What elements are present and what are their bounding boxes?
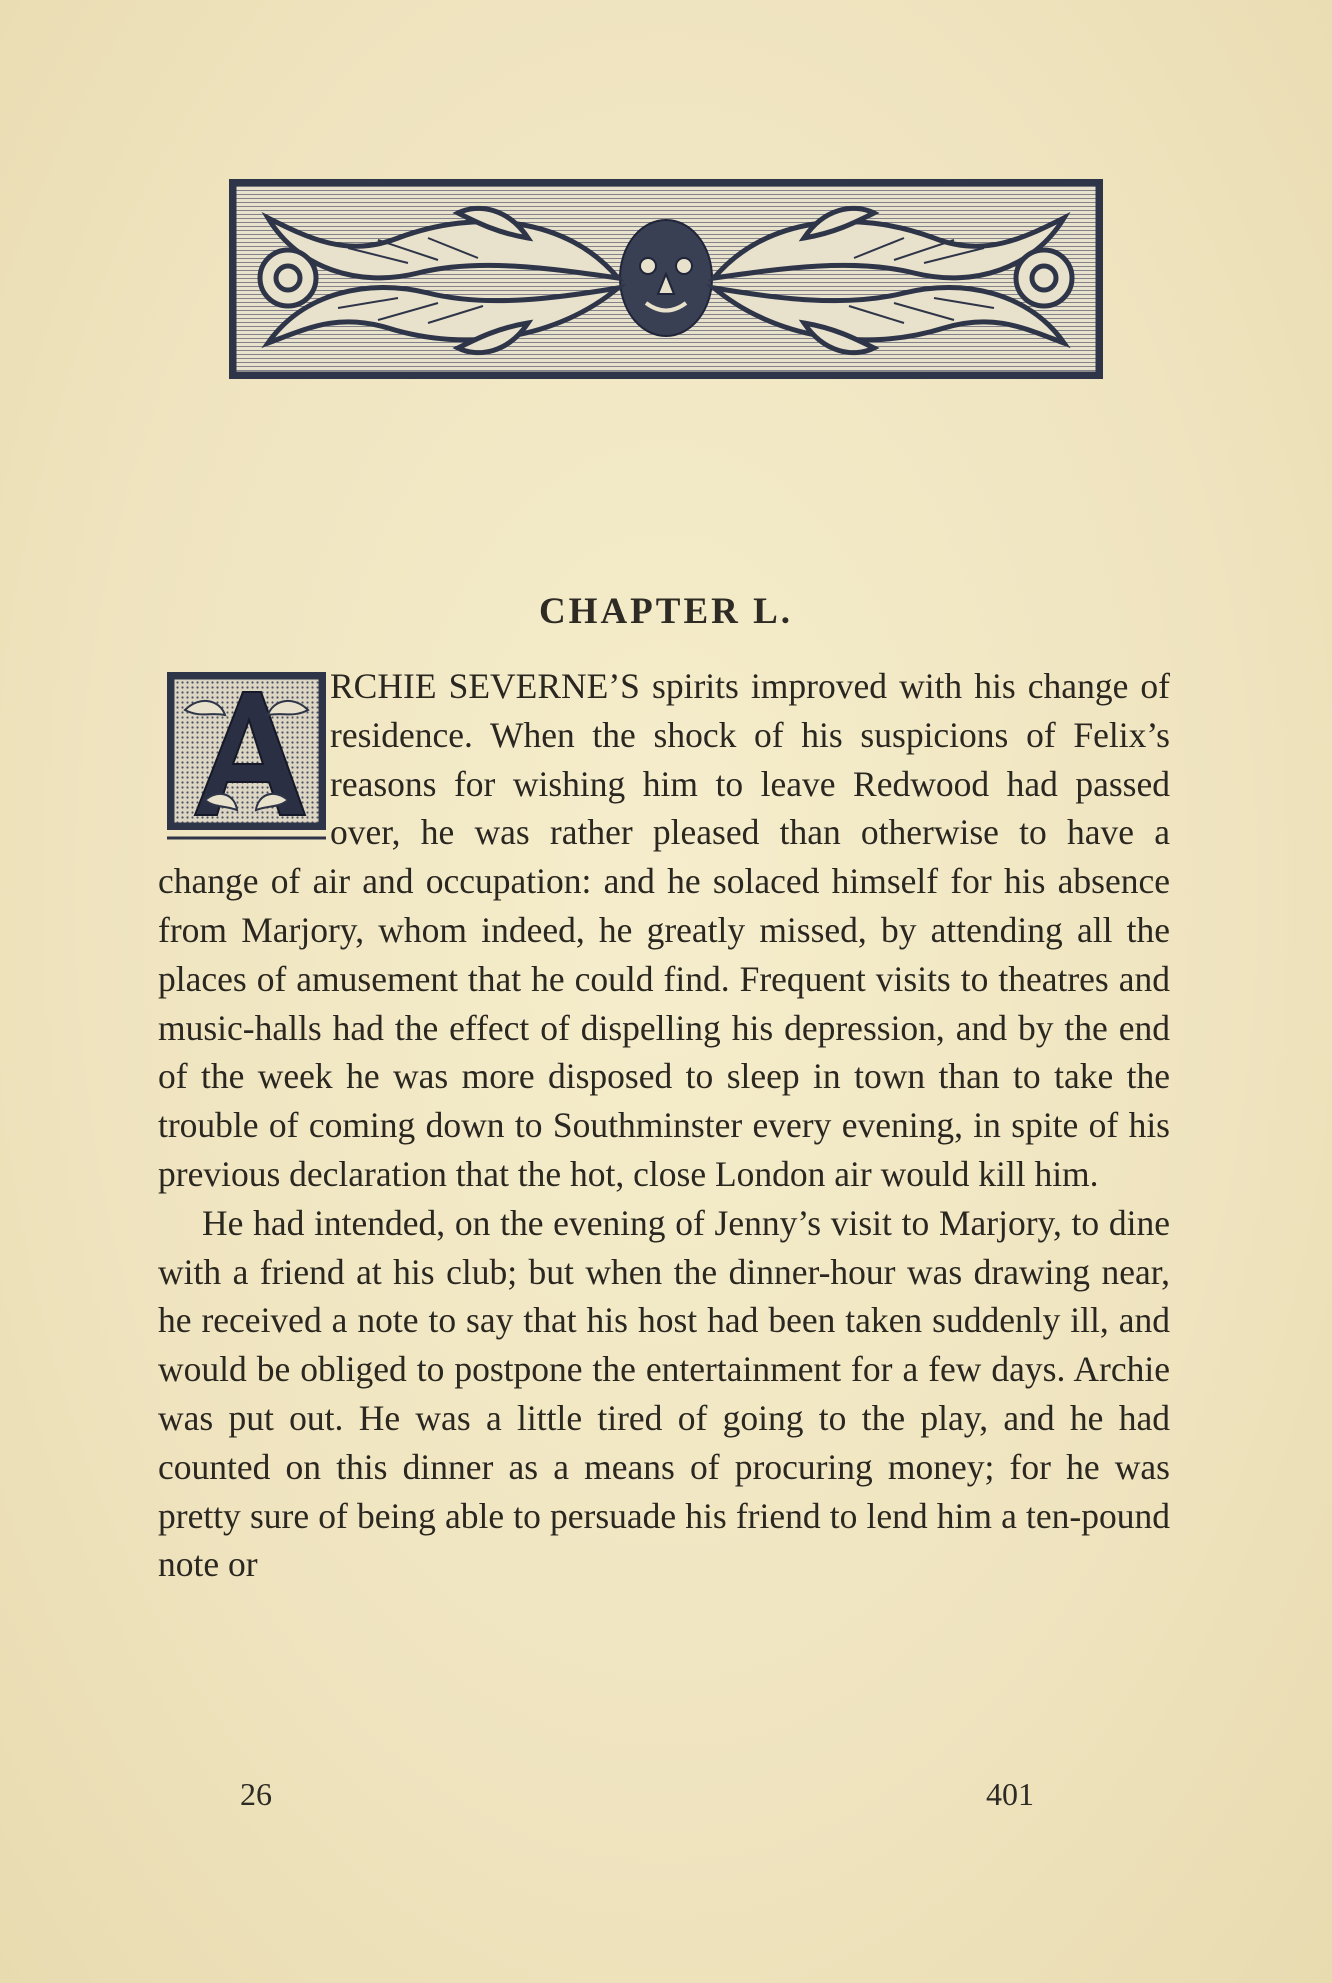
headpiece-ornament-icon (228, 178, 1104, 380)
body-text (158, 662, 1170, 1589)
chapter-title: CHAPTER L. (538, 590, 794, 632)
signature-mark: 26 (240, 1776, 272, 1812)
page-number: 401 (986, 1776, 1034, 1812)
paragraph-1: RCHIE SEVERNE’S spirits improved with his change of residence. When the shock of his suspicions of Felix’s reasons for wishing him to leave Redwood had passed over, he was rather pleased than otherwise to have a change of air and occupation: and he solaced himself for his absence from Marjory, whom indeed, he greatly missed, by attending all the places of amusement that he could find. Frequent visits to theatres and music-halls had the effect of dispelling his depression, and by the end of the week he was more disposed to sleep in town than to take the trouble of coming down to Southminster every evening, in spite of his previous declaration that the hot, close London air would kill him. (158, 666, 1170, 1194)
paragraph-2: He had intended, on the evening of Jenny’s visit to Marjory, to dine with a friend at his club; but when the dinner-hour was drawing near, he received a note to say that his host had been taken suddenly ill, and would be obliged to postpone the entertainment for a few days. Archie was put out. He was a little tired of going to the play, and he had counted on this dinner as a means of procuring money; for he was pretty sure of being able to persuade his friend to lend him a ten-pound note or (158, 1202, 1170, 1585)
